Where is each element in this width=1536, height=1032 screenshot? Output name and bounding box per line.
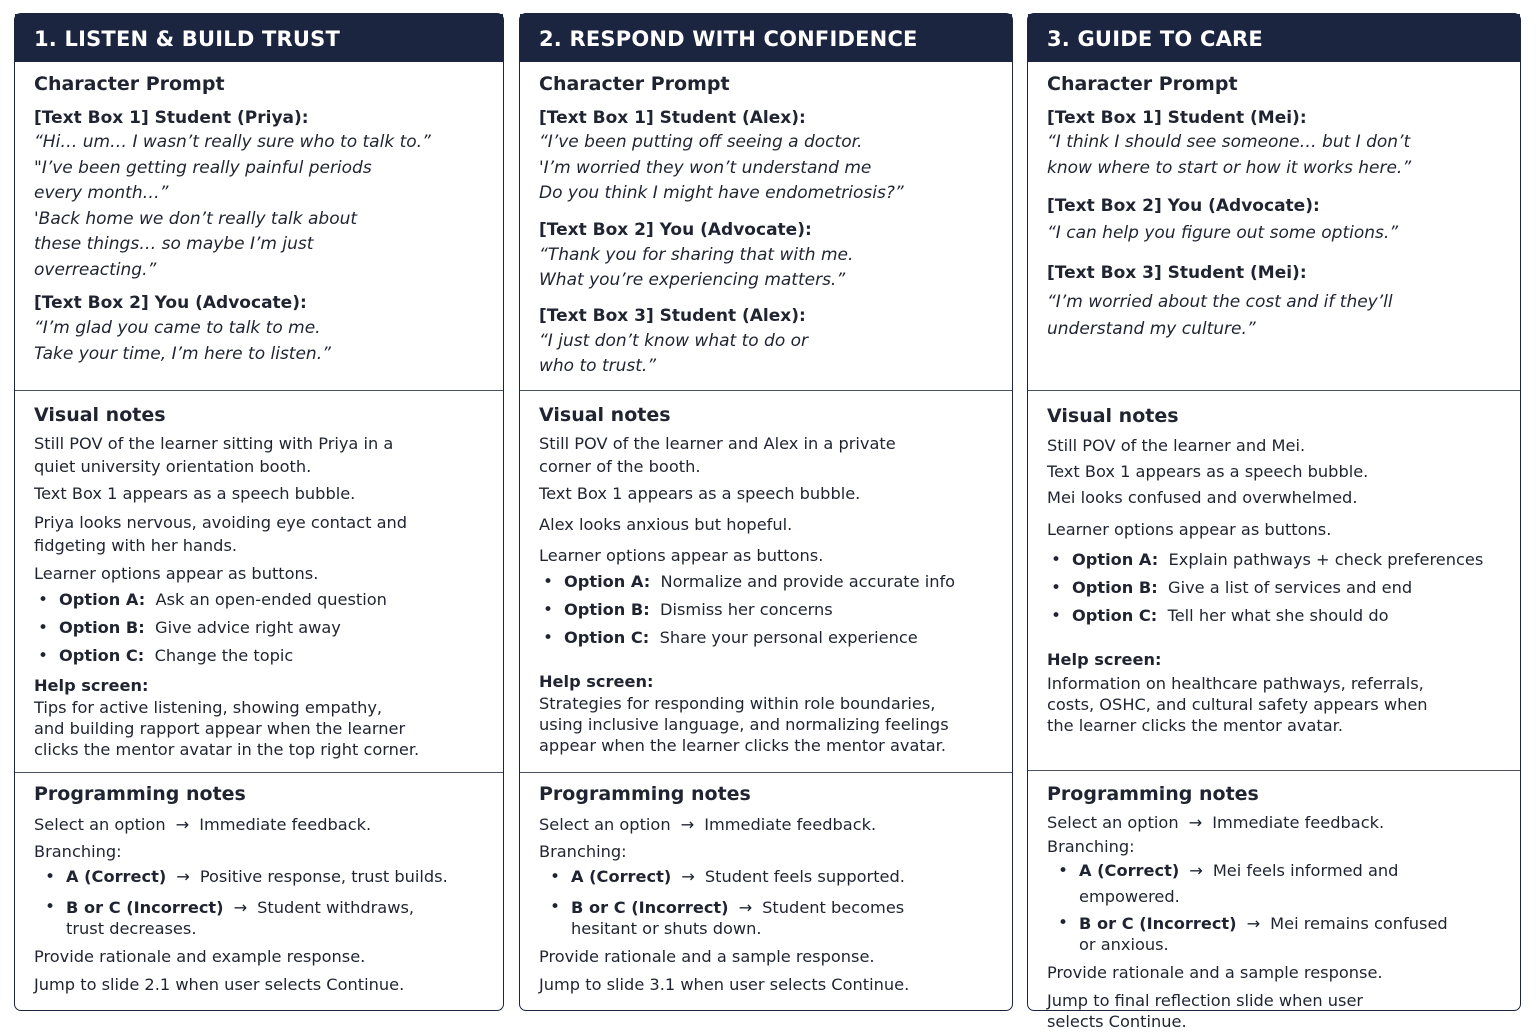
branch-text: Student feels supported. [704, 867, 905, 886]
note-line: corner of the booth. [539, 457, 701, 476]
section-divider [15, 772, 503, 773]
option-text: Ask an open-ended question [155, 590, 387, 609]
list-item [34, 614, 485, 642]
help-line: Tips for active listening, showing empathy, [34, 698, 383, 717]
quote-line: “Thank you for sharing that with me. [539, 244, 854, 265]
speaker-label: [Text Box 3] Student (Mei): [1047, 263, 1307, 283]
options-list [1047, 546, 1502, 630]
branch-label: A (Correct) [66, 867, 167, 886]
branching-label: Branching: [1047, 837, 1135, 856]
options-list [34, 586, 485, 670]
arrow-icon: → [738, 898, 753, 917]
branches-list [34, 863, 485, 939]
option-text: Share your personal experience [659, 628, 918, 647]
visual-notes-section [15, 403, 503, 760]
option-text: Give a list of services and end [1168, 578, 1413, 597]
section-title: Visual notes [1047, 405, 1179, 427]
speaker-label: [Text Box 3] Student (Alex): [539, 305, 806, 326]
help-line: and building rapport appear when the learner [34, 719, 406, 738]
quote-line: “I think I should see someone… but I don’t [1047, 132, 1411, 152]
option-label: Option B: [564, 600, 650, 619]
quote-line: Take your time, I’m here to listen.” [34, 343, 331, 364]
select-result: Immediate feedback. [704, 815, 877, 834]
branch-label: B or C (Incorrect) [1079, 914, 1237, 933]
help-line: Strategies for responding within role boundaries, [539, 694, 936, 713]
note-line: quiet university orientation booth. [34, 457, 312, 476]
help-screen-label: Help screen: [539, 672, 654, 691]
jump-line: Jump to slide 2.1 when user selects Continue. [34, 975, 405, 994]
branch-text: Student withdraws, [257, 898, 415, 917]
character-prompt-section [520, 72, 1012, 380]
help-line: costs, OSHC, and cultural safety appears when [1047, 695, 1428, 714]
option-text: Normalize and provide accurate info [660, 572, 956, 591]
section-title: Programming notes [539, 783, 751, 805]
quote-line: “I just don’t know what to do or [539, 330, 809, 351]
section-divider [1028, 770, 1520, 771]
branch-text: hesitant or shuts down. [571, 919, 762, 938]
options-list [539, 568, 994, 652]
branch-text: Mei feels informed and empowered. [1079, 861, 1399, 906]
column-listen-build-trust [14, 13, 504, 1011]
branch-label: B or C (Incorrect) [571, 898, 729, 917]
note-line: fidgeting with her hands. [34, 536, 238, 555]
help-line: appear when the learner clicks the mentor avatar. [539, 736, 946, 755]
jump-line: selects Continue. [1047, 1012, 1187, 1031]
list-item [1047, 913, 1502, 955]
option-label: Option B: [1072, 578, 1158, 597]
branches-list [1047, 858, 1502, 955]
quote-line: “I’m glad you came to talk to me. [34, 318, 321, 338]
option-label: Option C: [564, 628, 650, 647]
option-text: Change the topic [154, 646, 294, 665]
arrow-icon: → [1189, 861, 1203, 880]
help-line: using inclusive language, and normalizing feelings [539, 715, 949, 734]
branches-list [539, 863, 994, 939]
speaker-label: [Text Box 1] Student (Priya): [34, 108, 309, 128]
quote-line: Do you think I might have endometriosis?” [539, 183, 904, 203]
note-line: Learner options appear as buttons. [34, 564, 319, 583]
list-item [34, 897, 485, 939]
select-text: Select an option [539, 815, 671, 834]
speaker-label: [Text Box 2] You (Advocate): [1047, 196, 1320, 216]
quote-line: “I’m worried about the cost and if they’ll [1047, 292, 1393, 312]
branch-text: Student becomes [762, 898, 905, 917]
quote-line: “I’ve been putting off seeing a doctor. [539, 132, 863, 152]
visual-notes-section [520, 403, 1012, 756]
speaker-label: [Text Box 1] Student (Mei): [1047, 108, 1307, 128]
list-item [34, 863, 485, 891]
section-divider [520, 390, 1012, 391]
note-line: Still POV of the learner and Alex in a private [539, 434, 896, 453]
select-text: Select an option [34, 815, 166, 834]
section-title: Visual notes [34, 404, 166, 426]
section-divider [1028, 390, 1520, 391]
rationale-line: Provide rationale and a sample response. [539, 947, 875, 966]
note-line: Still POV of the learner and Mei. [1047, 436, 1306, 455]
list-item [539, 596, 994, 624]
branch-label: B or C (Incorrect) [66, 898, 224, 917]
option-label: Option A: [59, 590, 146, 609]
section-title: Programming notes [34, 783, 246, 805]
branch-text: or anxious. [1079, 935, 1169, 954]
list-item [1047, 574, 1502, 602]
character-prompt-section [15, 72, 503, 367]
list-item [1047, 602, 1502, 630]
jump-line: Jump to slide 3.1 when user selects Continue. [539, 975, 910, 994]
branch-label: A (Correct) [571, 867, 672, 886]
note-line: Priya looks nervous, avoiding eye contact and [34, 513, 408, 532]
quote-line: every month…” [34, 183, 169, 203]
select-line [34, 813, 485, 836]
note-line: Text Box 1 appears as a speech bubble. [539, 484, 861, 503]
arrow-icon: → [681, 867, 695, 886]
section-title: Character Prompt [34, 73, 225, 95]
section-title: Character Prompt [539, 73, 730, 95]
list-item [34, 586, 485, 614]
column-guide-to-care [1027, 13, 1521, 1031]
column-header: 2. RESPOND WITH CONFIDENCE [520, 14, 1012, 62]
select-line [539, 813, 994, 836]
help-line: clicks the mentor avatar in the top right corner. [34, 740, 420, 759]
column-respond-with-confidence [519, 13, 1013, 1011]
speaker-label: [Text Box 2] You (Advocate): [539, 219, 812, 240]
arrow-icon: → [1188, 813, 1203, 832]
arrow-icon: → [176, 867, 190, 886]
quote-line: 'Back home we don’t really talk about [34, 208, 358, 229]
help-line: the learner clicks the mentor avatar. [1047, 716, 1343, 735]
quote-line: What you’re experiencing matters.” [539, 270, 846, 290]
branch-text: Positive response, trust builds. [199, 867, 448, 886]
quote-line: who to trust.” [539, 356, 657, 376]
jump-line: Jump to final reflection slide when user [1047, 991, 1364, 1010]
list-item [539, 863, 994, 891]
note-line: Alex looks anxious but hopeful. [539, 515, 793, 534]
note-line: Text Box 1 appears as a speech bubble. [1047, 462, 1369, 481]
section-divider [15, 390, 503, 391]
quote-line: “I can help you figure out some options.” [1047, 223, 1399, 243]
option-label: Option A: [564, 572, 651, 591]
select-text: Select an option [1047, 813, 1179, 832]
option-text: Explain pathways + check preferences [1168, 550, 1484, 569]
note-line: Learner options appear as buttons. [1047, 520, 1332, 539]
option-label: Option B: [59, 618, 145, 637]
quote-line: "I’ve been getting really painful periods [34, 157, 372, 178]
list-item [1047, 546, 1502, 574]
branch-text: trust decreases. [66, 919, 197, 938]
rationale-line: Provide rationale and a sample response. [1047, 963, 1383, 982]
quote-line: these things… so maybe I’m just [34, 234, 314, 254]
character-prompt-section [1028, 72, 1520, 343]
option-label: Option A: [1072, 550, 1159, 569]
branching-label: Branching: [539, 842, 627, 861]
help-line: Information on healthcare pathways, referrals, [1047, 674, 1424, 693]
option-label: Option C: [59, 646, 145, 665]
arrow-icon: → [175, 815, 190, 834]
section-title: Visual notes [539, 404, 671, 426]
list-item [1047, 858, 1502, 910]
quote-line: overreacting.” [34, 259, 157, 280]
note-line: Still POV of the learner sitting with Priya in a [34, 434, 394, 453]
note-line: Mei looks confused and overwhelmed. [1047, 488, 1358, 507]
select-result: Immediate feedback. [199, 815, 372, 834]
arrow-icon: → [233, 898, 248, 917]
rationale-line: Provide rationale and example response. [34, 947, 366, 966]
quote-line: understand my culture.” [1047, 319, 1256, 339]
option-text: Dismiss her concerns [660, 600, 833, 619]
section-title: Programming notes [1047, 783, 1259, 805]
speaker-label: [Text Box 1] Student (Alex): [539, 108, 806, 128]
help-screen-label: Help screen: [1047, 650, 1162, 669]
select-result: Immediate feedback. [1212, 813, 1385, 832]
option-label: Option C: [1072, 606, 1158, 625]
programming-notes-section [520, 782, 1012, 996]
list-item [539, 624, 994, 652]
list-item [539, 568, 994, 596]
quote-line: 'I’m worried they won’t understand me [539, 157, 872, 178]
programming-notes-section [15, 782, 503, 996]
quote-line: know where to start or how it works here.” [1047, 157, 1412, 178]
note-line: Text Box 1 appears as a speech bubble. [34, 484, 356, 503]
list-item [539, 897, 994, 939]
programming-notes-section [1028, 782, 1520, 1032]
speaker-label: [Text Box 2] You (Advocate): [34, 293, 307, 313]
visual-notes-section [1028, 404, 1520, 736]
branching-label: Branching: [34, 842, 122, 861]
column-header: 1. LISTEN & BUILD TRUST [15, 14, 503, 62]
option-text: Give advice right away [155, 618, 341, 637]
arrow-icon: → [680, 815, 695, 834]
branch-label: A (Correct) [1079, 861, 1180, 880]
branch-text: Mei remains confused [1270, 914, 1448, 933]
section-divider [520, 772, 1012, 773]
help-screen-label: Help screen: [34, 676, 149, 695]
arrow-icon: → [1246, 914, 1261, 933]
note-line: Learner options appear as buttons. [539, 546, 824, 565]
select-line [1047, 811, 1502, 834]
quote-line: “Hi… um… I wasn’t really sure who to talk to.” [34, 132, 431, 152]
column-header: 3. GUIDE TO CARE [1028, 14, 1520, 62]
list-item [34, 642, 485, 670]
option-text: Tell her what she should do [1167, 606, 1389, 625]
section-title: Character Prompt [1047, 73, 1238, 95]
